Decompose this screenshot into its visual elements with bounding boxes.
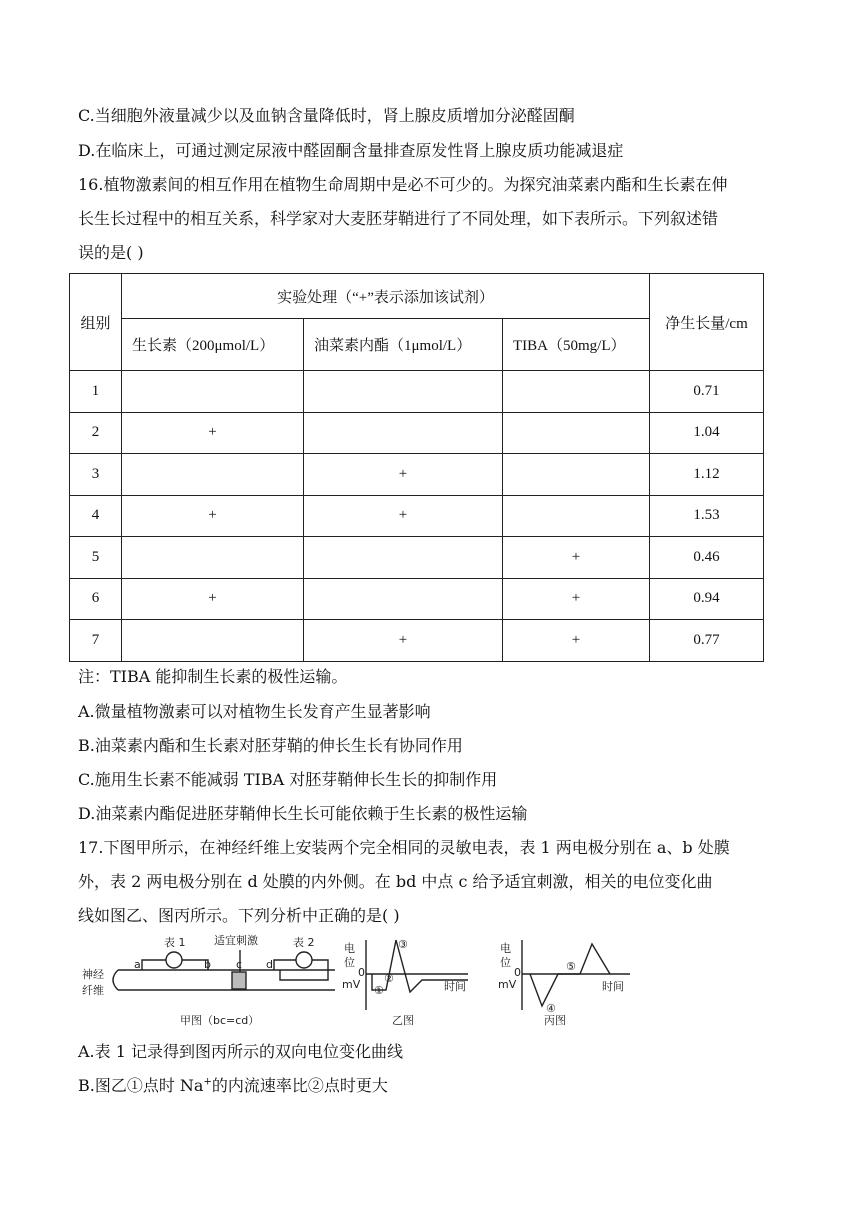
q16-option-b: B.油菜素内酯和生长素对胚芽鞘的伸长生长有协同作用 <box>78 736 463 755</box>
table-row <box>70 495 764 537</box>
bing-zero: 0 <box>514 966 521 979</box>
marker-1: ① <box>374 984 384 997</box>
neuron-figure <box>80 932 640 1032</box>
cell-net-growth: 0.71 <box>650 371 764 413</box>
cell-net-growth: 1.04 <box>650 412 764 454</box>
caption-bing: 丙图 <box>544 1014 566 1027</box>
question-17-line2: 外，表 2 两电极分别在 d 处膜的内外侧。在 bd 中点 c 给予适宜刺激，相关的电位变化曲 <box>78 872 713 891</box>
marker-5: ⑤ <box>566 960 576 973</box>
yi-x-label: 时间 <box>444 980 466 993</box>
cell-brassinolide <box>304 412 503 454</box>
marker-4: ④ <box>546 1002 556 1015</box>
yi-axis-label-2: 位 <box>344 956 355 969</box>
cell-tiba <box>503 454 650 496</box>
q16-option-d: D.油菜素内酯促进胚芽鞘伸长生长可能依赖于生长素的极性运输 <box>78 804 528 823</box>
cell-brassinolide: + <box>304 454 503 496</box>
bing-axis-label-2: 位 <box>500 956 511 969</box>
cell-tiba <box>503 412 650 454</box>
cell-auxin <box>122 371 304 413</box>
bing-x-label: 时间 <box>602 980 624 993</box>
stimulus-block <box>232 972 246 989</box>
stimulus-label: 适宜刺激 <box>214 934 258 947</box>
q16-option-c: C.施用生长素不能减弱 TIBA 对胚芽鞘伸长生长的抑制作用 <box>78 770 498 789</box>
cell-auxin <box>122 620 304 662</box>
header-net-growth: 净生长量/cm <box>650 274 764 371</box>
cell-brassinolide <box>304 371 503 413</box>
cell-group: 3 <box>70 454 122 496</box>
figure-svg <box>80 932 640 1028</box>
subheader-auxin: 生长素（200μmol/L） <box>122 319 304 371</box>
header-treatment: 实验处理（“+”表示添加该试剂） <box>122 274 650 319</box>
meter2-dial <box>296 952 312 968</box>
cell-net-growth: 0.94 <box>650 578 764 620</box>
point-b: b <box>204 958 211 971</box>
fiber-label-2: 纤维 <box>82 984 104 997</box>
cell-net-growth: 1.53 <box>650 495 764 537</box>
yi-axis-label-1: 电 <box>344 942 355 955</box>
question-16-line3: 误的是( ) <box>78 243 144 262</box>
point-c: c <box>236 958 243 971</box>
cell-auxin <box>122 454 304 496</box>
question-17-line1: 17.下图甲所示，在神经纤维上安装两个完全相同的灵敏电表，表 1 两电极分别在 a、b 处膜 <box>78 838 730 857</box>
marker-2: ② <box>384 972 394 985</box>
cell-net-growth: 0.46 <box>650 537 764 579</box>
meter1-dial <box>166 952 182 968</box>
table-row <box>70 371 764 413</box>
question-16-line1: 16.植物激素间的相互作用在植物生命周期中是必不可少的。为探究油菜素内酯和生长素在伸 <box>78 175 728 194</box>
caption-yi: 乙图 <box>392 1014 414 1027</box>
option-c-q15: C.当细胞外液量减少以及血钠含量降低时，肾上腺皮质增加分泌醛固酮 <box>78 106 575 125</box>
cell-group: 7 <box>70 620 122 662</box>
bing-axis-label-1: 电 <box>500 942 511 955</box>
q17-option-a: A.表 1 记录得到图丙所示的双向电位变化曲线 <box>78 1042 403 1061</box>
yi-axis-unit: mV <box>342 978 361 991</box>
cell-group: 2 <box>70 412 122 454</box>
table-row <box>70 620 764 662</box>
bing-axis-unit: mV <box>498 978 517 991</box>
table-row <box>70 578 764 620</box>
fiber-label-1: 神经 <box>82 968 104 981</box>
table-row <box>70 454 764 496</box>
option-d-q15: D.在临床上，可通过测定尿液中醛固酮含量排查原发性肾上腺皮质功能减退症 <box>78 141 624 160</box>
cell-auxin: + <box>122 495 304 537</box>
subheader-brassinolide: 油菜素内酯（1μmol/L） <box>304 319 503 371</box>
cell-brassinolide: + <box>304 495 503 537</box>
point-a: a <box>134 958 141 971</box>
header-group: 组别 <box>70 274 122 371</box>
cell-net-growth: 0.77 <box>650 620 764 662</box>
cell-group: 1 <box>70 371 122 413</box>
question-16-line2: 长生长过程中的相互关系，科学家对大麦胚芽鞘进行了不同处理，如下表所示。下列叙述错 <box>78 209 719 228</box>
yi-axes <box>366 940 468 1010</box>
q17-option-b-post: 的内流速率比②点时更大 <box>211 1076 388 1095</box>
table-row <box>70 537 764 579</box>
cell-auxin: + <box>122 578 304 620</box>
table-note: 注：TIBA 能抑制生长素的极性运输。 <box>78 667 348 686</box>
table-row <box>70 412 764 454</box>
cell-tiba: + <box>503 578 650 620</box>
meter1-label: 表 1 <box>164 936 186 949</box>
q16-option-a: A.微量植物激素可以对植物生长发育产生显著影响 <box>78 702 431 721</box>
meter2-label: 表 2 <box>293 936 315 949</box>
bing-curve <box>530 944 610 1006</box>
q17-option-b <box>78 1076 388 1096</box>
cell-tiba: + <box>503 620 650 662</box>
subheader-tiba: TIBA（50mg/L） <box>503 319 650 371</box>
cell-brassinolide <box>304 537 503 579</box>
caption-jia: 甲图（bc=cd） <box>180 1014 260 1027</box>
yi-zero: 0 <box>358 966 365 979</box>
question-17-line3: 线如图乙、图丙所示。下列分析中正确的是( ) <box>78 906 400 925</box>
cell-group: 5 <box>70 537 122 579</box>
marker-3: ③ <box>398 938 408 951</box>
bing-axes <box>522 940 630 1010</box>
cell-auxin <box>122 537 304 579</box>
cell-tiba <box>503 495 650 537</box>
experiment-table <box>69 273 764 662</box>
q17-option-b-sup: + <box>203 1076 212 1088</box>
cell-net-growth: 1.12 <box>650 454 764 496</box>
cell-group: 4 <box>70 495 122 537</box>
q17-option-b-pre: B.图乙①点时 Na <box>78 1076 204 1095</box>
cell-brassinolide <box>304 578 503 620</box>
point-d: d <box>266 958 273 971</box>
cell-tiba: + <box>503 537 650 579</box>
cell-brassinolide: + <box>304 620 503 662</box>
cell-auxin: + <box>122 412 304 454</box>
cell-tiba <box>503 371 650 413</box>
cell-group: 6 <box>70 578 122 620</box>
